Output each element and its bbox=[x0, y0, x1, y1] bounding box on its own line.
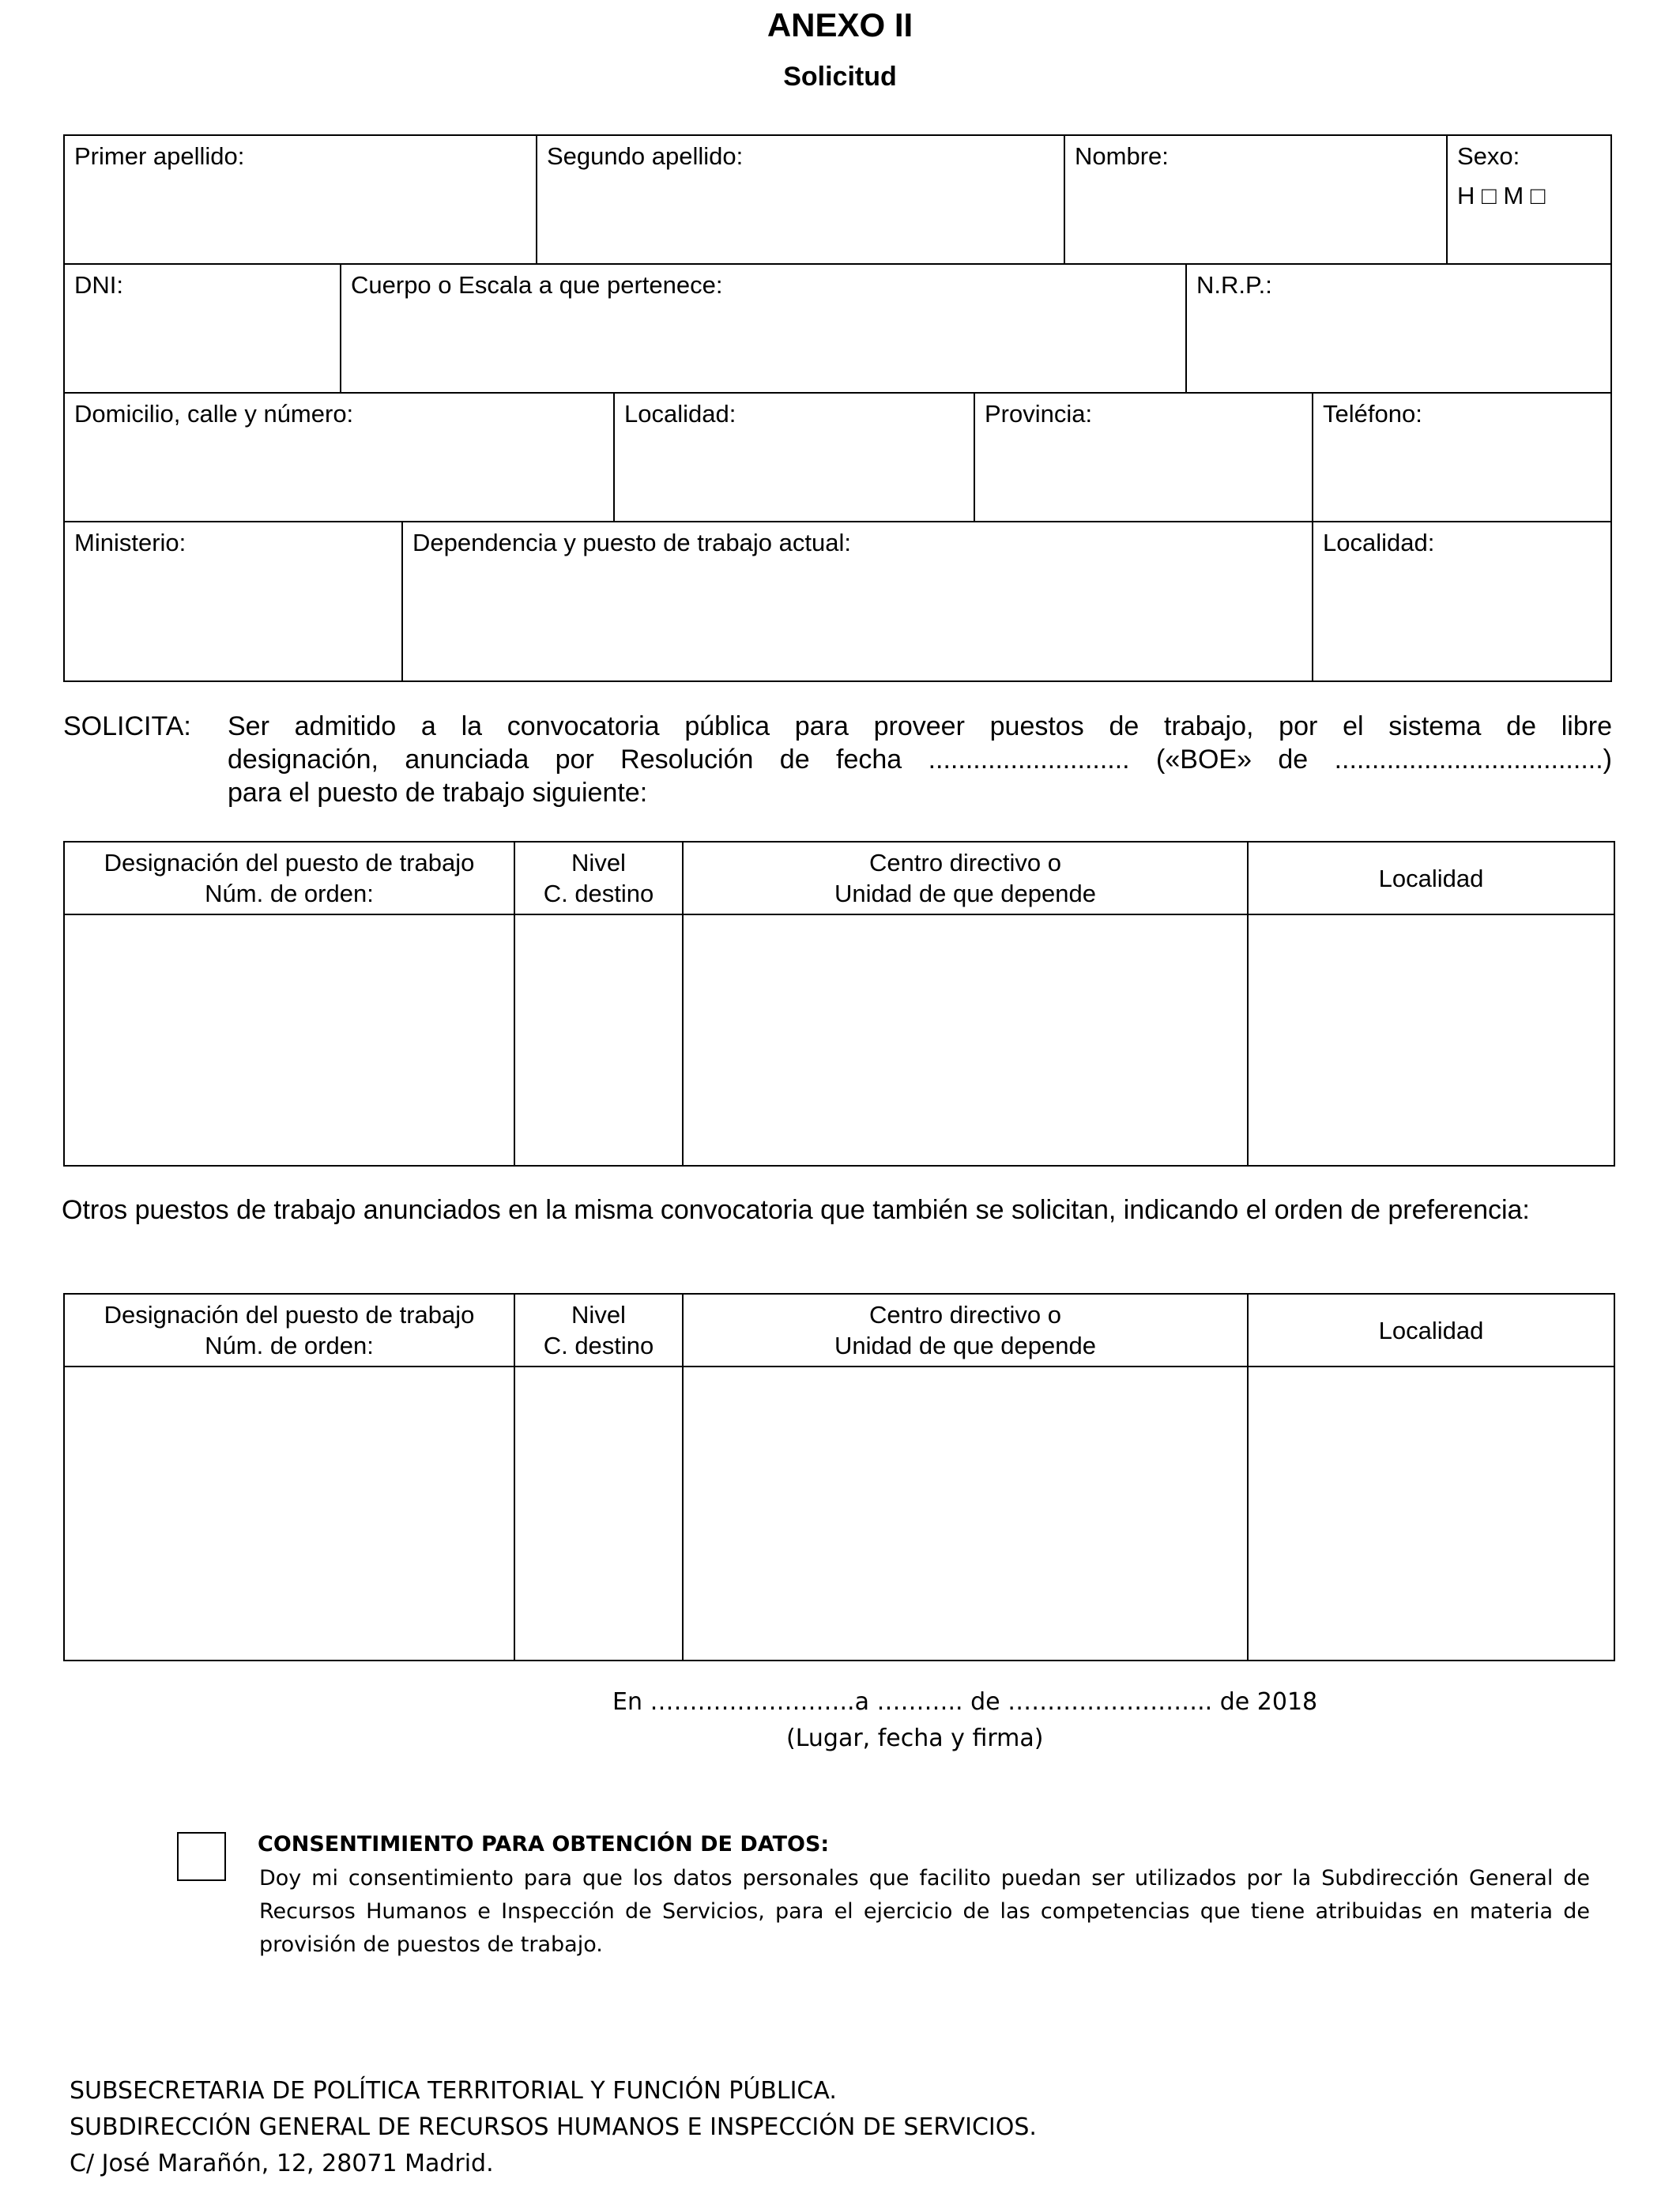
page-title: ANEXO II bbox=[767, 6, 913, 43]
primer-apellido-field[interactable] bbox=[65, 136, 537, 263]
row-id bbox=[63, 263, 1612, 392]
localidad2-field[interactable] bbox=[1312, 522, 1612, 680]
puesto-table bbox=[63, 841, 1615, 1167]
header-designacion-line2: Núm. de orden: bbox=[205, 880, 374, 907]
consent-text bbox=[175, 1862, 1590, 1962]
header-centro-line1: Centro directivo o bbox=[869, 849, 1061, 876]
row-address bbox=[63, 392, 1612, 521]
localidad-cell[interactable] bbox=[1248, 1367, 1614, 1661]
solicita-line-2: designación, anunciada por Resolución de fecha ........................... («BOE» de ....................................) bbox=[228, 745, 1612, 775]
header-designacion-line1: Designación del puesto de trabajo bbox=[104, 849, 475, 876]
header-nivel-line2: C. destino bbox=[543, 1332, 654, 1359]
consent-body: Doy mi consentimiento para que los datos personales que facilito puedan ser utilizados por la Subdirección General de Recursos Humanos e Inspección de Servicios, para el ejercicio de las competencias que tiene atribuidas en materia de provisión de puestos de trabajo. bbox=[259, 1866, 1590, 1957]
segundo-apellido-label: Segundo apellido: bbox=[547, 142, 744, 170]
otros-puestos-text: Otros puestos de trabajo anunciados en la misma convocatoria que también se solicitan, indicando el orden de preferencia: bbox=[62, 1195, 1530, 1225]
cuerpo-label: Cuerpo o Escala a que pertenece: bbox=[351, 271, 723, 299]
dni-field[interactable] bbox=[65, 265, 341, 392]
nivel-cell[interactable] bbox=[514, 914, 683, 1166]
header-designacion-line2: Núm. de orden: bbox=[205, 1332, 374, 1359]
segundo-apellido-field[interactable] bbox=[536, 136, 1065, 263]
solicita-line-3: para el puesto de trabajo siguiente: bbox=[228, 778, 648, 808]
table-header-row bbox=[64, 842, 1614, 914]
sexo-checkboxes[interactable]: H □ M □ bbox=[1457, 182, 1546, 209]
footer-line-2: SUBDIRECCIÓN GENERAL DE RECURSOS HUMANOS E INSPECCIÓN DE SERVICIOS. bbox=[70, 2113, 1037, 2141]
table-header-row bbox=[64, 1294, 1614, 1367]
designacion-cell[interactable] bbox=[64, 914, 514, 1166]
header-designacion bbox=[64, 1294, 514, 1367]
row-names bbox=[63, 134, 1612, 263]
localidad-cell[interactable] bbox=[1248, 914, 1614, 1166]
provincia-field[interactable] bbox=[974, 394, 1313, 521]
header-designacion bbox=[64, 842, 514, 914]
solicita-line-1: Ser admitido a la convocatoria pública para proveer puestos de trabajo, por el sistema de libre bbox=[228, 711, 1612, 741]
provincia-label: Provincia: bbox=[985, 400, 1093, 428]
localidad2-label: Localidad: bbox=[1323, 529, 1435, 556]
footer-address: C/ José Marañón, 12, 28071 Madrid. bbox=[70, 2150, 494, 2177]
footer-line-1: SUBSECRETARIA DE POLÍTICA TERRITORIAL Y FUNCIÓN PÚBLICA. bbox=[70, 2077, 837, 2105]
header-nivel-line1: Nivel bbox=[571, 1301, 626, 1329]
localidad-label: Localidad: bbox=[624, 400, 736, 428]
otros-puestos-table bbox=[63, 1293, 1615, 1661]
firma-caption: (Lugar, fecha y firma) bbox=[786, 1725, 1044, 1752]
header-nivel-line1: Nivel bbox=[571, 849, 626, 876]
ministerio-field[interactable] bbox=[65, 522, 403, 680]
sexo-field bbox=[1446, 136, 1612, 263]
header-centro-line2: Unidad de que depende bbox=[834, 1332, 1096, 1359]
dependencia-field[interactable] bbox=[401, 522, 1313, 680]
domicilio-label: Domicilio, calle y número: bbox=[74, 400, 354, 428]
personal-data-grid bbox=[63, 134, 1612, 682]
domicilio-field[interactable] bbox=[65, 394, 615, 521]
nombre-label: Nombre: bbox=[1075, 142, 1169, 170]
telefono-label: Teléfono: bbox=[1323, 400, 1422, 428]
table-row bbox=[64, 1367, 1614, 1661]
ministerio-label: Ministerio: bbox=[74, 529, 186, 556]
nrp-label: N.R.P.: bbox=[1196, 271, 1272, 299]
table-row bbox=[64, 914, 1614, 1166]
header-nivel bbox=[514, 842, 683, 914]
header-nivel bbox=[514, 1294, 683, 1367]
dni-label: DNI: bbox=[74, 271, 123, 299]
localidad-field[interactable] bbox=[613, 394, 975, 521]
row-job bbox=[63, 521, 1612, 682]
header-centro-line2: Unidad de que depende bbox=[834, 880, 1096, 907]
primer-apellido-label: Primer apellido: bbox=[74, 142, 245, 170]
nivel-cell[interactable] bbox=[514, 1367, 683, 1661]
dependencia-label: Dependencia y puesto de trabajo actual: bbox=[412, 529, 851, 556]
solicita-section bbox=[63, 710, 1612, 809]
centro-cell[interactable] bbox=[683, 1367, 1248, 1661]
header-nivel-line2: C. destino bbox=[543, 880, 654, 907]
header-centro bbox=[683, 842, 1248, 914]
header-designacion-line1: Designación del puesto de trabajo bbox=[104, 1301, 475, 1329]
centro-cell[interactable] bbox=[683, 914, 1248, 1166]
header-centro bbox=[683, 1294, 1248, 1367]
consent-title: CONSENTIMIENTO PARA OBTENCIÓN DE DATOS: bbox=[258, 1832, 830, 1857]
nombre-field[interactable] bbox=[1064, 136, 1448, 263]
firma-line: En ……………………..a ……….. de …………………….. de 2018 bbox=[612, 1688, 1318, 1716]
telefono-field[interactable] bbox=[1312, 394, 1612, 521]
sexo-label: Sexo: bbox=[1457, 142, 1520, 170]
cuerpo-field[interactable] bbox=[340, 265, 1187, 392]
designacion-cell[interactable] bbox=[64, 1367, 514, 1661]
header-centro-line1: Centro directivo o bbox=[869, 1301, 1061, 1329]
header-localidad: Localidad bbox=[1248, 842, 1614, 914]
header-localidad: Localidad bbox=[1248, 1294, 1614, 1367]
solicita-label: SOLICITA: bbox=[63, 711, 191, 741]
nrp-field[interactable] bbox=[1185, 265, 1612, 392]
page-subtitle: Solicitud bbox=[783, 62, 897, 92]
